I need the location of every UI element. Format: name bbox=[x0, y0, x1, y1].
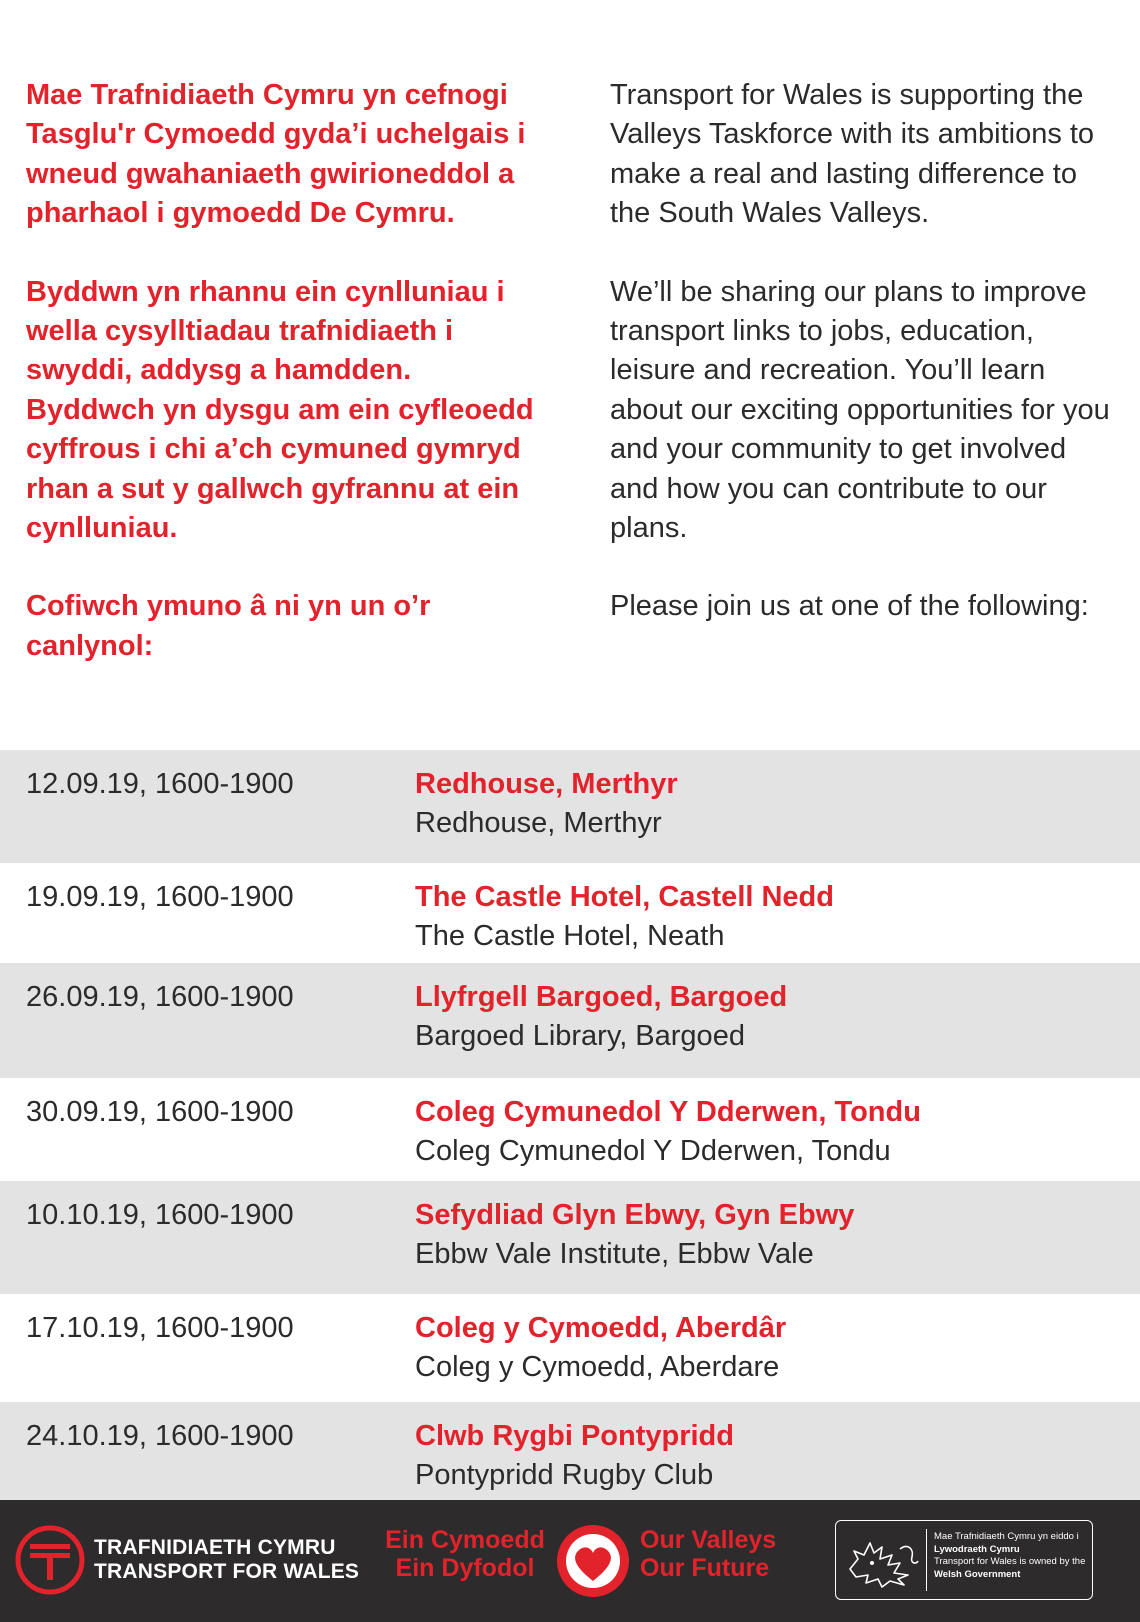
intro-section bbox=[0, 0, 1140, 750]
slogan-welsh-line-1: Ein Cymoedd bbox=[385, 1526, 545, 1554]
english-paragraph-1: Transport for Wales is supporting the Valleys Taskforce with its ambitions to make a real and lasting difference to the South Wales Valleys. bbox=[610, 79, 1095, 230]
slogan-english-line-1: Our Valleys bbox=[640, 1526, 777, 1554]
event-row bbox=[0, 863, 1140, 963]
english-paragraph-2: We’ll be sharing our plans to improve transport links to jobs, education, leisure and recreation. You’ll learn about our exciting opportunities for you and your community to get involved and how you can contribute to our plans. bbox=[610, 275, 1110, 545]
event-date: 19.09.19, 1600-1900 bbox=[26, 881, 294, 913]
event-venue-welsh: The Castle Hotel, Castell Nedd bbox=[415, 881, 834, 913]
event-venue-english: Ebbw Vale Institute, Ebbw Vale bbox=[415, 1238, 814, 1270]
gov-badge-text bbox=[934, 1531, 1085, 1581]
slogan-english bbox=[640, 1526, 800, 1582]
english-column bbox=[610, 76, 1120, 666]
slogan-welsh-line-2: Ein Dyfodol bbox=[395, 1554, 535, 1582]
event-schedule bbox=[0, 750, 1140, 1500]
event-date: 12.09.19, 1600-1900 bbox=[26, 768, 294, 800]
event-venue-welsh: Llyfrgell Bargoed, Bargoed bbox=[415, 981, 788, 1013]
event-row bbox=[0, 1402, 1140, 1500]
welsh-government-badge bbox=[835, 1520, 1093, 1600]
event-venue-english: The Castle Hotel, Neath bbox=[415, 920, 725, 952]
event-venue-welsh: Redhouse, Merthyr bbox=[415, 768, 678, 800]
event-venue-welsh: Coleg y Cymoedd, Aberdâr bbox=[415, 1312, 787, 1344]
tfw-wordmark bbox=[94, 1536, 359, 1584]
english-paragraph-3: Please join us at one of the following: bbox=[610, 590, 1089, 623]
heart-badge-icon bbox=[555, 1515, 631, 1608]
event-venue-welsh: Coleg Cymunedol Y Dderwen, Tondu bbox=[415, 1096, 921, 1128]
event-date: 17.10.19, 1600-1900 bbox=[26, 1312, 294, 1344]
gov-badge-divider bbox=[926, 1529, 927, 1591]
welsh-paragraph-3: Cofiwch ymuno â ni yn un o’r canlynol: bbox=[26, 590, 431, 662]
gov-text-line-2: Lywodraeth Cymru bbox=[934, 1543, 1020, 1555]
event-venue-welsh: Clwb Rygbi Pontypridd bbox=[415, 1420, 734, 1452]
tfw-wordmark-english: TRANSPORT FOR WALES bbox=[94, 1560, 360, 1583]
welsh-column bbox=[26, 76, 546, 705]
event-venue-english: Pontypridd Rugby Club bbox=[415, 1459, 714, 1491]
event-row bbox=[0, 1294, 1140, 1402]
event-row bbox=[0, 750, 1140, 863]
tfw-t-roundel-icon bbox=[14, 1524, 86, 1596]
event-venue-english: Redhouse, Merthyr bbox=[415, 807, 662, 839]
event-date: 30.09.19, 1600-1900 bbox=[26, 1096, 294, 1128]
event-date: 26.09.19, 1600-1900 bbox=[26, 981, 294, 1013]
gov-text-line-1: Mae Trafnidiaeth Cymru yn eiddo i bbox=[934, 1531, 1079, 1542]
event-venue-english: Coleg y Cymoedd, Aberdare bbox=[415, 1351, 780, 1383]
welsh-dragon-icon bbox=[842, 1529, 922, 1591]
event-date: 24.10.19, 1600-1900 bbox=[26, 1420, 294, 1452]
event-venue-english: Bargoed Library, Bargoed bbox=[415, 1020, 745, 1052]
event-row bbox=[0, 1181, 1140, 1294]
slogan-welsh bbox=[385, 1526, 545, 1582]
event-row bbox=[0, 963, 1140, 1078]
gov-text-line-3: Transport for Wales is owned by the bbox=[934, 1556, 1086, 1567]
slogan-english-line-2: Our Future bbox=[640, 1554, 770, 1582]
gov-text-line-4: Welsh Government bbox=[934, 1568, 1021, 1580]
event-row bbox=[0, 1078, 1140, 1181]
event-date: 10.10.19, 1600-1900 bbox=[26, 1199, 294, 1231]
tfw-wordmark-welsh: TRAFNIDIAETH CYMRU bbox=[94, 1536, 336, 1559]
welsh-paragraph-2: Byddwn yn rhannu ein cynlluniau i wella cysylltiadau trafnidiaeth i swyddi, addysg a hamdden. Byddwch yn dysgu am ein cyfleoedd cyffrous i chi a’ch cymuned gymryd rhan a sut y gallwch gyfrannu at ein cynlluniau. bbox=[26, 275, 534, 545]
welsh-paragraph-1: Mae Trafnidiaeth Cymru yn cefnogi Tasglu'r Cymoedd gyda’i uchelgais i wneud gwahaniaeth gwirioneddol a pharhaol i gymoedd De Cymru. bbox=[26, 79, 526, 230]
event-venue-english: Coleg Cymunedol Y Dderwen, Tondu bbox=[415, 1135, 891, 1167]
event-venue-welsh: Sefydliad Glyn Ebwy, Gyn Ebwy bbox=[415, 1199, 855, 1231]
footer-bar bbox=[0, 1500, 1140, 1622]
